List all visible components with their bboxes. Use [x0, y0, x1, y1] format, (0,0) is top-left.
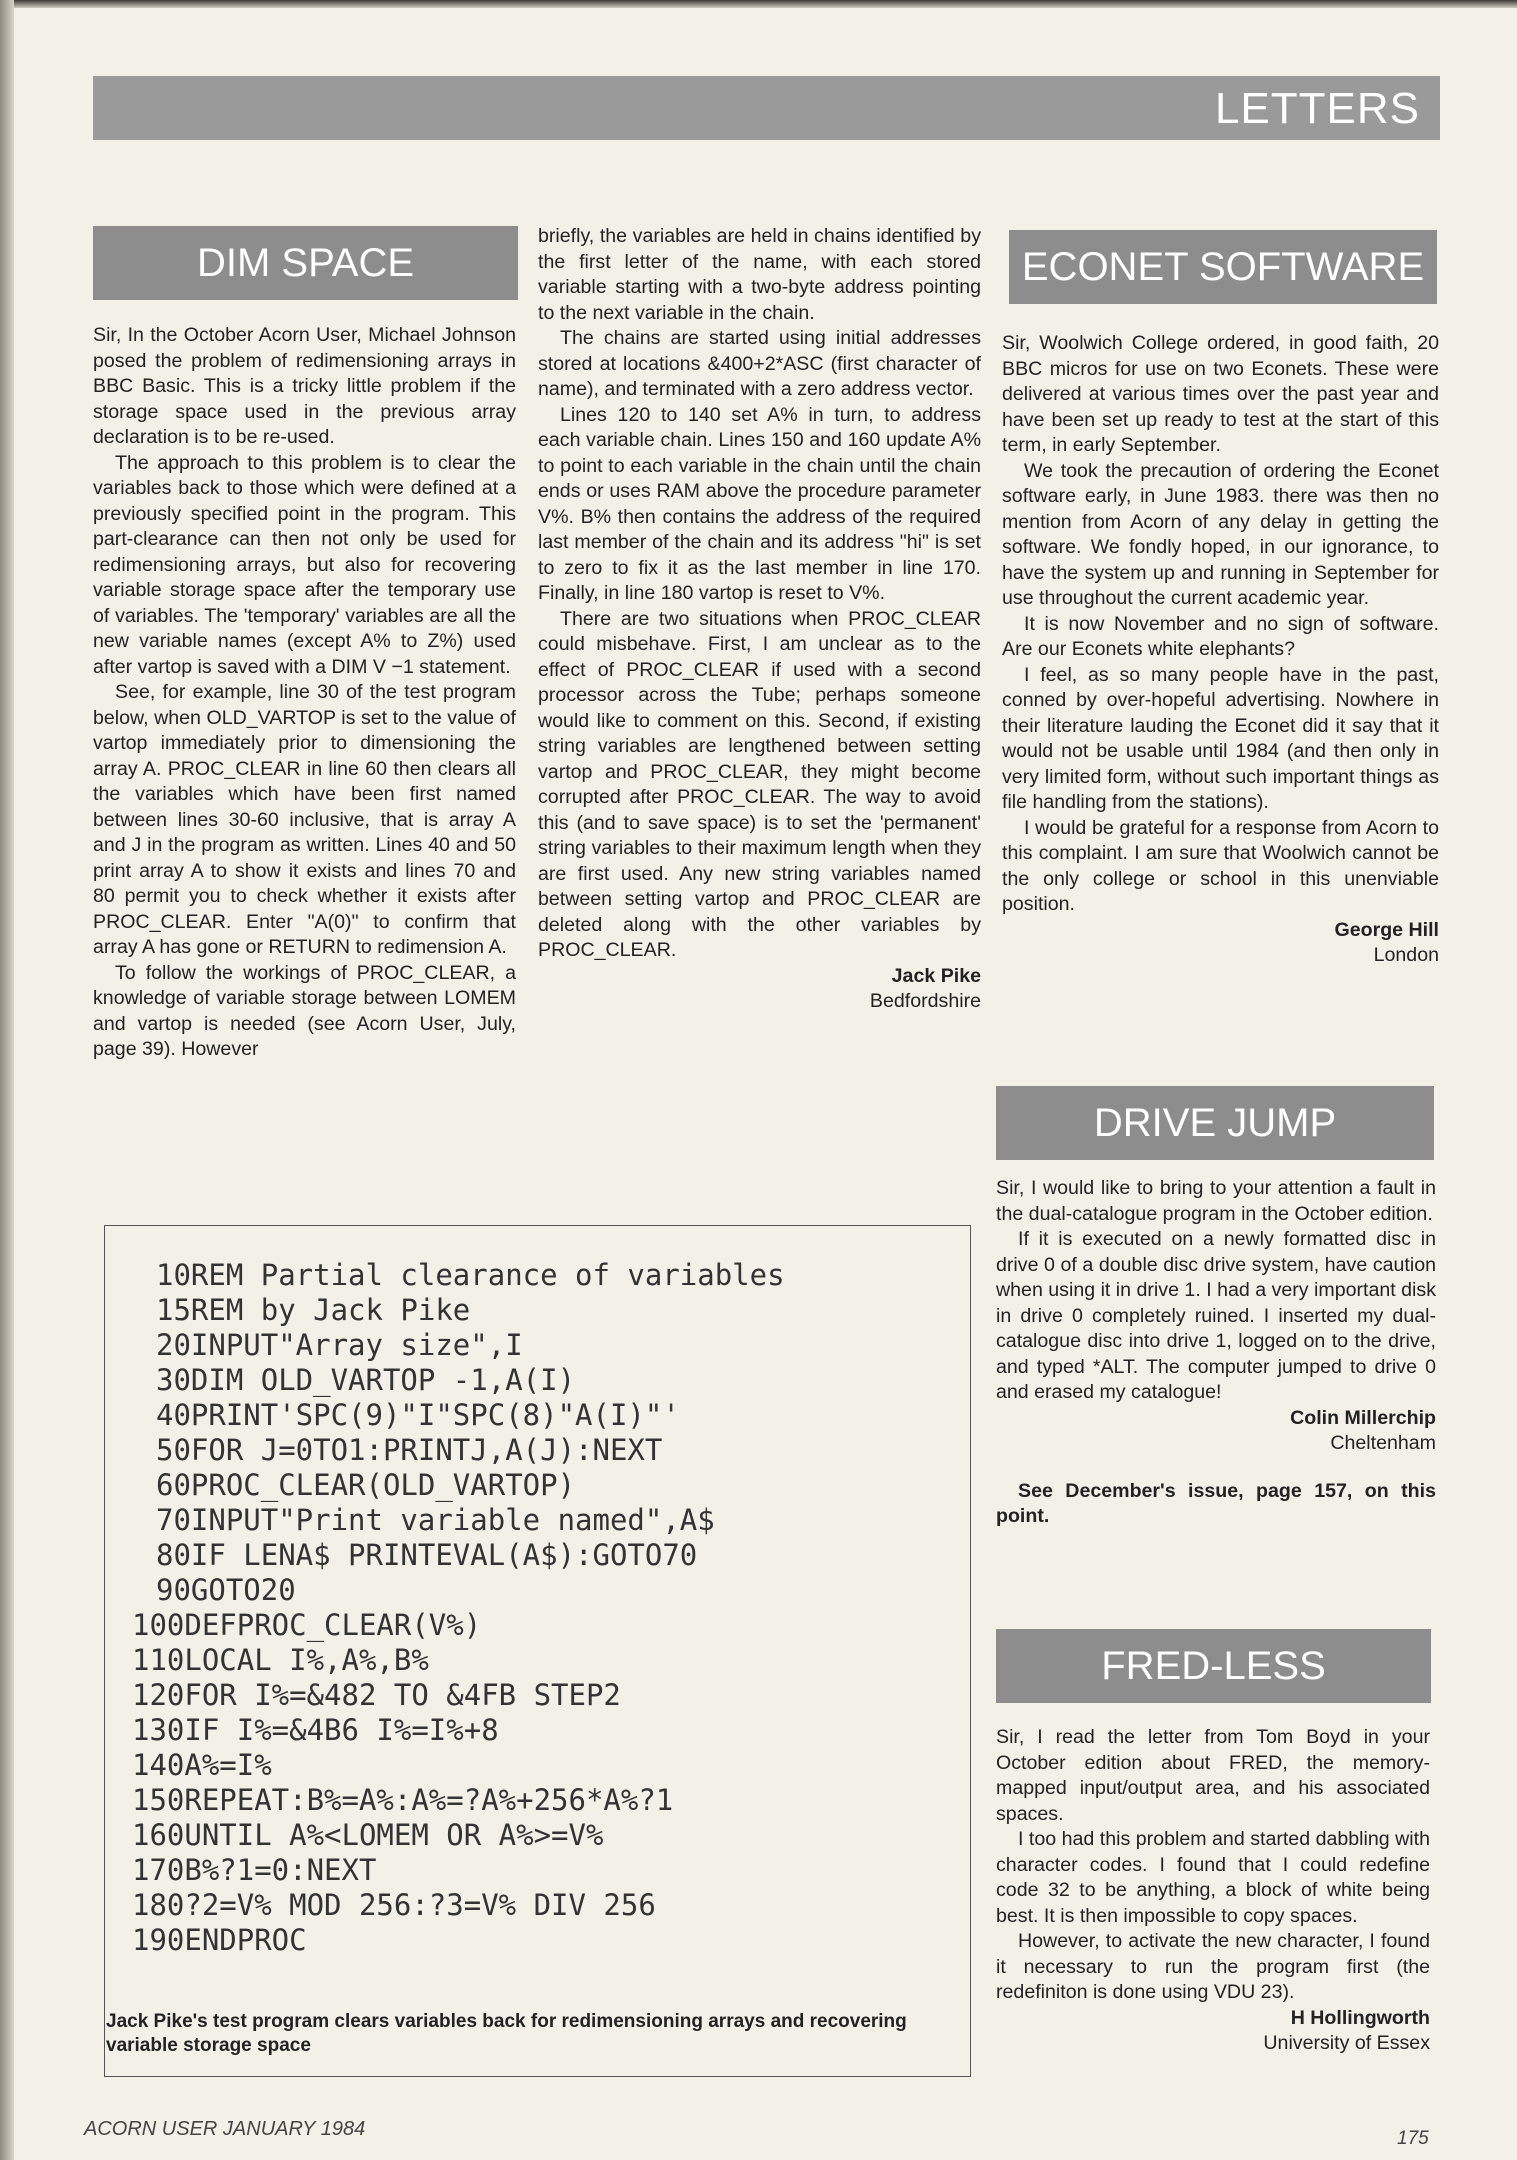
econet-paragraph: I would be grateful for a response from Acorn to this complaint. I am sure that Woolwich cannot be the only college or school in this unenviable position. [1002, 816, 1439, 915]
code-line: 80IF LENA$ PRINTEVAL(A$):GOTO70 [156, 1538, 698, 1572]
code-line: 110LOCAL I%,A%,B% [132, 1643, 429, 1677]
code-line: 90GOTO20 [156, 1573, 296, 1607]
drive-jump-author: Colin Millerchip [1290, 1406, 1436, 1429]
drive-jump-place: Cheltenham [1330, 1432, 1436, 1454]
dim-space-paragraph: The approach to this problem is to clear the variables back to those which were defined at a previously specified point in the program. This part-clearance can then not only be used for redimensioning arrays, but also for recovering variable storage space after the temporary use of variables. The 'temporary' variables are all the new variable names (except A% to Z%) used after vartop is saved with a DIM V −1 statement. [93, 451, 516, 678]
page-top-shadow [0, 0, 1517, 8]
code-line: 130IF I%=&4B6 I%=I%+8 [132, 1713, 499, 1747]
code-line: 160UNTIL A%<LOMEM OR A%>=V% [132, 1818, 604, 1852]
dim-space-author: Jack Pike [891, 964, 981, 987]
fred-less-column [996, 1725, 1430, 2057]
dim-space-column-2 [538, 224, 981, 1015]
page-number: 175 [1397, 2128, 1429, 2149]
fred-less-paragraph: I too had this problem and started dabbling with character codes. I found that I could redefine code 32 to be anything, a block of white being best. It is then impossible to copy spaces. [996, 1828, 1430, 1927]
drive-jump-column [996, 1176, 1436, 1530]
dim-space-paragraph: Lines 120 to 140 set A% in turn, to address each variable chain. Lines 150 and 160 update A% to point to each variable in the chain until the chain ends or uses RAM above the procedure parameter V%. B% then contains the address of the required last member of the chain and its address "hi" is set to zero to fix it as the last member in line 170. Finally, in line 180 vartop is reset to V%. [538, 403, 981, 604]
code-line: 60PROC_CLEAR(OLD_VARTOP) [156, 1468, 576, 1502]
code-line: 70INPUT"Print variable named",A$ [156, 1503, 715, 1537]
section-banner [93, 76, 1440, 140]
dim-space-place: Bedfordshire [869, 990, 981, 1012]
econet-author: George Hill [1334, 918, 1439, 941]
dim-space-paragraph: To follow the workings of PROC_CLEAR, a knowledge of variable storage between LOMEM and vartop is needed (see Acorn User, July, page 39). However [93, 961, 516, 1060]
drive-jump-paragraph: If it is executed on a newly formatted disc in drive 0 of a double disc drive system, have caution when using it in drive 1. I had a very important disk in drive 0 completely ruined. I inserted my dual-catalogue disc into drive 1, logged on to the drive, and typed *ALT. The computer jumped to drive 0 and erased my catalogue! [996, 1228, 1436, 1403]
econet-heading: ECONET SOFTWARE [1009, 230, 1437, 304]
dim-space-column-1 [93, 323, 516, 1063]
code-line: 50FOR J=0TO1:PRINTJ,A(J):NEXT [156, 1433, 663, 1467]
code-line: 150REPEAT:B%=A%:A%=?A%+256*A%?1 [132, 1783, 674, 1817]
dim-space-paragraph: The chains are started using initial addresses stored at locations &400+2*ASC (first character of name), and terminated with a zero address vector. [538, 327, 981, 400]
editor-note: See December's issue, page 157, on this point. [996, 1479, 1436, 1527]
dim-space-paragraph: Sir, In the October Acorn User, Michael Johnson posed the problem of redimensioning arrays in BBC Basic. This is a tricky little problem if the storage space used in the previous array declaration is to be re-used. [93, 324, 516, 448]
econet-paragraph: Sir, Woolwich College ordered, in good faith, 20 BBC micros for use on two Econets. These were delivered at various times over the past year and have been set up ready to test at the start of this term, in early September. [1002, 332, 1439, 456]
drive-jump-heading: DRIVE JUMP [996, 1086, 1434, 1160]
fred-less-paragraph: However, to activate the new character, I found it necessary to run the program first (the redefiniton is done using VDU 23). [996, 1930, 1430, 2003]
code-line: 120FOR I%=&482 TO &4FB STEP2 [132, 1678, 621, 1712]
code-line: 15REM by Jack Pike [156, 1293, 471, 1327]
fred-less-place: University of Essex [1263, 2032, 1430, 2054]
code-line: 20INPUT"Array size",I [156, 1328, 523, 1362]
econet-column [1002, 331, 1439, 969]
fred-less-heading: FRED-LESS [996, 1629, 1431, 1703]
magazine-issue: ACORN USER JANUARY 1984 [84, 2118, 366, 2140]
dim-space-paragraph: See, for example, line 30 of the test program below, when OLD_VARTOP is set to the value of vartop immediately prior to dimensioning the array A. PROC_CLEAR in line 60 then clears all the variables which have been first named between lines 30-60 inclusive, that is array A and J in the program as written. Lines 40 and 50 print array A to show it exists and lines 70 and 80 permit you to check whether it exists after PROC_CLEAR. Enter "A(0)" to confirm that array A has gone or RETURN to redimension A. [93, 681, 516, 958]
code-line: 180?2=V% MOD 256:?3=V% DIV 256 [132, 1888, 656, 1922]
code-line: 10REM Partial clearance of variables [156, 1258, 785, 1292]
code-line: 40PRINT'SPC(9)"I"SPC(8)"A(I)"' [156, 1398, 680, 1432]
dim-space-paragraph: briefly, the variables are held in chains identified by the first letter of the name, with each stored variable starting with a two-byte address pointing to the next variable in the chain. [538, 225, 981, 324]
drive-jump-paragraph: Sir, I would like to bring to your attention a fault in the dual-catalogue program in the October edition. [996, 1177, 1436, 1225]
code-line: 30DIM OLD_VARTOP -1,A(I) [156, 1363, 576, 1397]
program-caption: Jack Pike's test program clears variables back for redimensioning arrays and recovering variable storage space [106, 2011, 907, 2056]
dim-space-heading: DIM SPACE [93, 226, 518, 300]
fred-less-author: H Hollingworth [1290, 2006, 1430, 2029]
section-title: LETTERS [1214, 84, 1420, 133]
page-binding-shadow [0, 0, 14, 2160]
econet-place: London [1373, 944, 1439, 966]
code-line: 140A%=I% [132, 1748, 272, 1782]
econet-paragraph: I feel, as so many people have in the past, conned by over-hopeful advertising. Nowhere in their literature lauding the Econet did it say that it would not be usable until 1984 (and then only in very limited form, without such important things as file handling from the stations). [1002, 663, 1439, 813]
code-line: 100DEFPROC_CLEAR(V%) [132, 1608, 482, 1642]
dim-space-paragraph: There are two situations when PROC_CLEAR could misbehave. First, I am unclear as to the effect of PROC_CLEAR if used with a second processor across the Tube; perhaps someone would like to comment on this. Second, if existing string variables are lengthened between setting vartop and PROC_CLEAR, they might become corrupted after PROC_CLEAR. The way to avoid this (and to save space) is to set the 'permanent' string variables to their maximum length when they are first used. Any new string variables named between setting vartop and PROC_CLEAR are deleted along with the other variables by PROC_CLEAR. [538, 607, 981, 961]
fred-less-paragraph: Sir, I read the letter from Tom Boyd in your October edition about FRED, the memory-mapped input/output area, and his associated spaces. [996, 1726, 1430, 1825]
code-line: 170B%?1=0:NEXT [132, 1853, 377, 1887]
code-line: 190ENDPROC [132, 1923, 307, 1957]
econet-paragraph: We took the precaution of ordering the Econet software early, in June 1983. there was then no mention from Acorn of any delay in getting the software. We fondly hoped, in our ignorance, to have the system up and running in September for use throughout the current academic year. [1002, 459, 1439, 609]
econet-paragraph: It is now November and no sign of software. Are our Econets white elephants? [1002, 612, 1439, 660]
